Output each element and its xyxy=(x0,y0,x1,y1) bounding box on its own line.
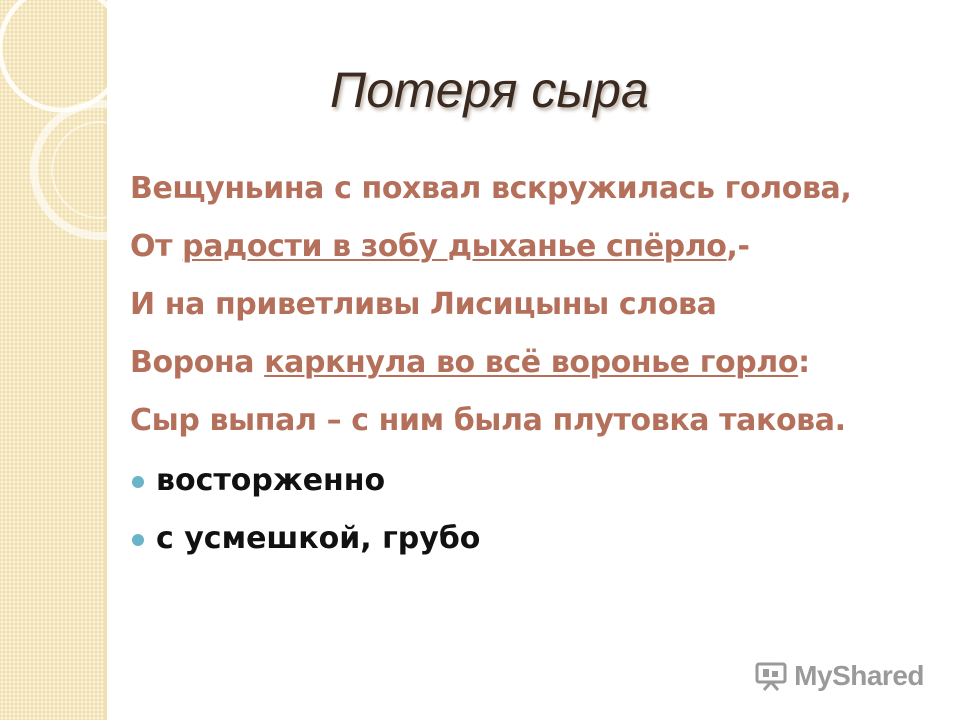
poem-line xyxy=(130,160,851,218)
watermark xyxy=(754,660,924,692)
underlined-phrase: радости в зобу дыханье спёрло xyxy=(182,229,727,264)
poem-text: И на приветливы Лисицыны слова xyxy=(130,287,717,322)
option-item xyxy=(130,510,480,568)
poem-line xyxy=(130,392,851,450)
slide-title: Потеря сыра xyxy=(330,62,649,118)
poem-line xyxy=(130,276,851,334)
poem-text: От xyxy=(130,229,183,264)
poem-text: Вещуньина с похвал вскружилась голова, xyxy=(130,171,852,206)
bullet-dot-icon xyxy=(132,534,144,546)
option-label: восторженно xyxy=(156,463,386,498)
answer-options xyxy=(130,452,480,568)
poem-text: Ворона xyxy=(130,345,265,380)
decorative-circles xyxy=(0,0,140,260)
poem-text: Сыр выпал – с ним была плутовка такова. xyxy=(130,403,846,438)
poem-text: ,- xyxy=(726,229,750,264)
poem-lines xyxy=(130,160,851,450)
poem-text: : xyxy=(798,345,810,380)
presentation-board-icon xyxy=(754,661,788,691)
poem-line xyxy=(130,334,851,392)
watermark-text: MyShared xyxy=(794,660,924,691)
option-label: с усмешкой, грубо xyxy=(156,521,481,556)
poem-line xyxy=(130,218,851,276)
option-item xyxy=(130,452,480,510)
bullet-dot-icon xyxy=(132,476,144,488)
underlined-phrase: каркнула во всё воронье горло xyxy=(264,345,799,380)
